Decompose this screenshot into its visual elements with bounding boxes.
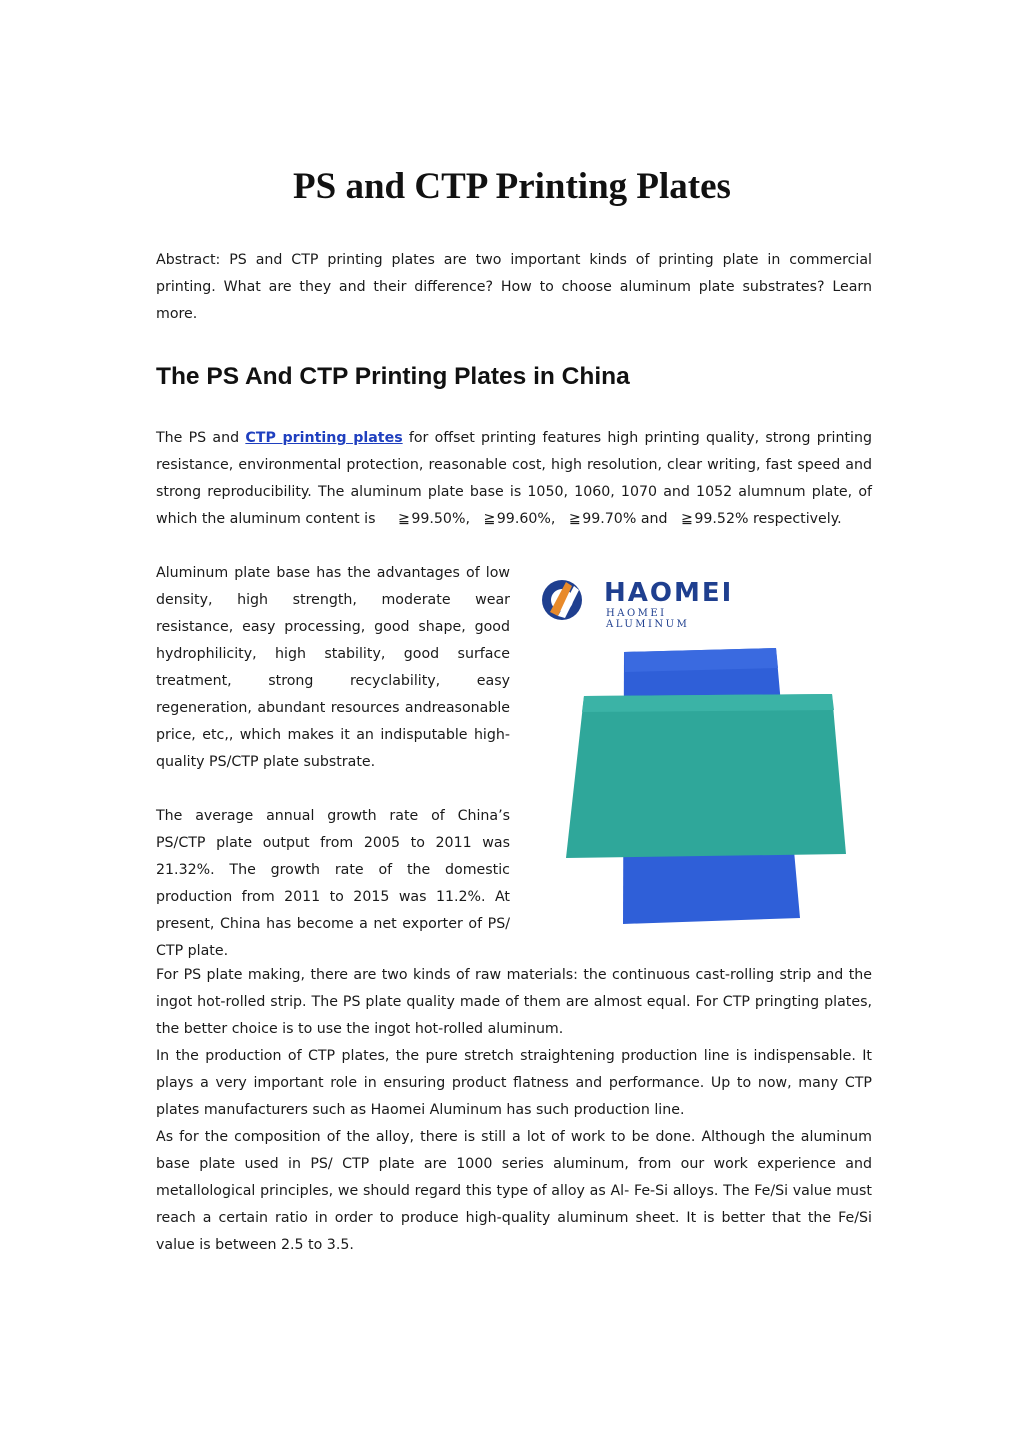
logo-subtitle: HAOMEI ALUMINUM [606,608,690,630]
alloy-paragraph: As for the composition of the alloy, there is still a lot of work to be done. Although the aluminum base plate used in PS/ CTP plate are 1000 series aluminum, from our work experience and metallological principles, we should regard this type of alloy as Al- Fe-Si alloys. The Fe/Si value must reach a certain ratio in order to produce high-quality aluminum sheet. It is better that the Fe/Si value is between 2.5 to 3.5. [156,1129,872,1253]
haomei-logo-mark-icon [536,576,596,622]
logo-wordmark: HAOMEI [604,578,734,608]
haomei-logo [536,576,746,630]
production-paragraph: In the production of CTP plates, the pure stretch straightening production line is indispensable. It plays a very important role in ensuring product flatness and performance. Up to now, many CTP plates manufacturers such as Haomei Aluminum has such production line. [156,1048,872,1118]
printing-plates-image [530,648,860,928]
blue-plate-shade [624,648,778,672]
growth-paragraph: The average annual growth rate of China’s PS/CTP plate output from 2005 to 2011 was 21.32%. The growth rate of the domestic production from 2011 to 2015 was 11.2%. At present, China has become a net exporter of PS/ CTP plate. [156,808,510,959]
product-figure [530,568,860,928]
teal-plate-highlight [582,694,834,712]
teal-plate [566,694,846,858]
document-title: PS and CTP Printing Plates [293,166,731,207]
abstract-paragraph: Abstract: PS and CTP printing plates are two important kinds of printing plate in commercial printing. What are they and their difference? How to choose aluminum plate substrates? Learn more. [156,252,872,322]
section-heading: The PS And CTP Printing Plates in China [156,363,630,390]
ctp-printing-plates-link[interactable]: CTP printing plates [245,430,403,446]
intro-text-start: The PS and [156,430,246,446]
advantages-paragraph: Aluminum plate base has the advantages of low density, high strength, moderate wear resistance, easy processing, good shape, good hydrophilicity, high stability, good surface treatment, strong recyclability, easy regeneration, abundant resources andreasonable price, etc,, which makes it an indisputable high-quality PS/CTP plate substrate. [156,565,510,770]
raw-materials-paragraph: For PS plate making, there are two kinds of raw materials: the continuous cast-rolling strip and the ingot hot-rolled strip. The PS plate quality made of them are almost equal. For CTP pringting plates, the better choice is to use the ingot hot-rolled aluminum. [156,967,872,1037]
intro-text-rest: for offset printing features high printing quality, strong printing resistance, environmental protection, reasonable cost, high resolution, clear writing, fast speed and strong reproducibility. The aluminum plate base is 1050, 1060, 1070 and 1052 alumnum plate, of which the aluminum content is ≧ 99.50%, ≧ 99.60%, ≧ 99.70% and ≧ 99.52% respectively. [156,430,872,527]
intro-paragraph [156,425,872,533]
